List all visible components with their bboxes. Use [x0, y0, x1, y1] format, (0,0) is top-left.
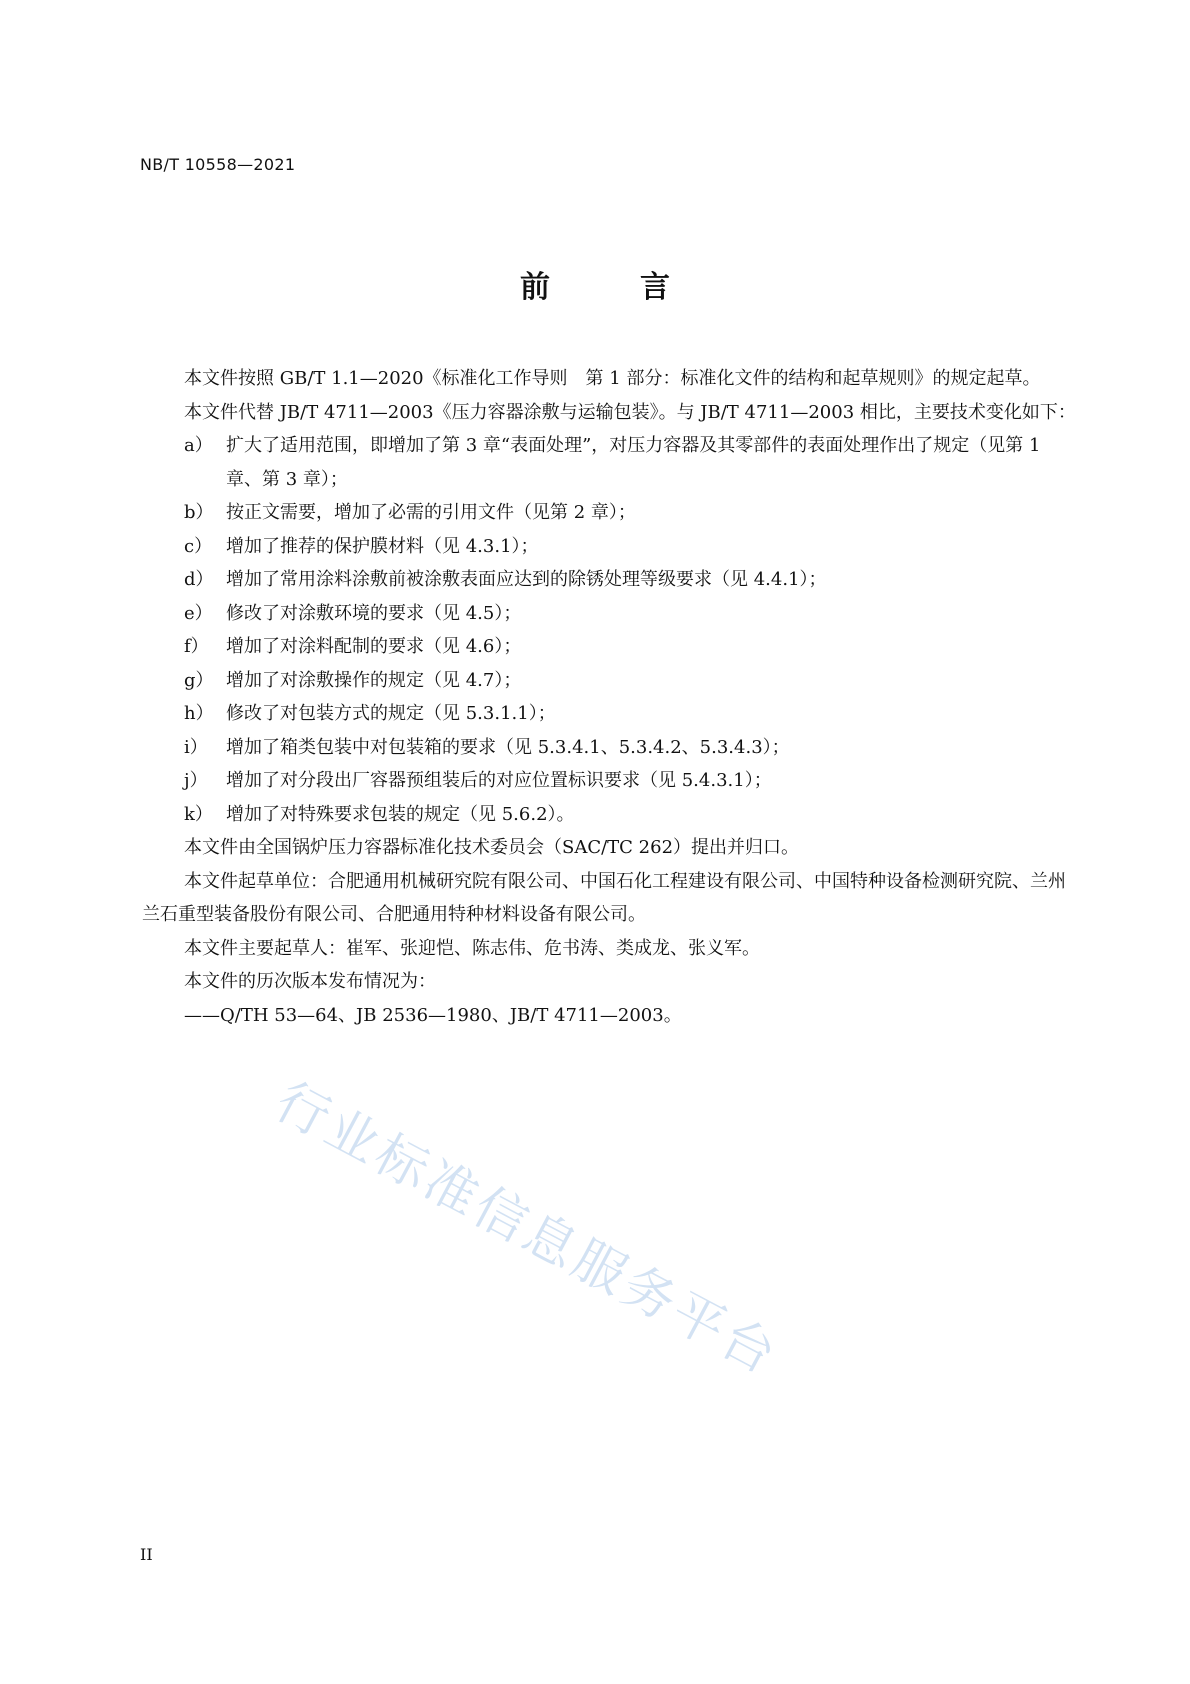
changes-list [142, 429, 1077, 831]
list-item [142, 530, 1077, 564]
list-item [142, 731, 1077, 765]
list-item [142, 597, 1077, 631]
list-item-label: h） [184, 703, 214, 724]
foreword-body [142, 362, 1077, 1032]
list-item [142, 798, 1077, 832]
page-number: II [140, 1545, 153, 1564]
list-item-label: f） [184, 636, 209, 657]
list-item-label: a） [184, 435, 213, 456]
list-item [142, 563, 1077, 597]
paragraph-replacement: 本文件代替 JB/T 4711—2003《压力容器涂敷与运输包装》。与 JB/T 4711—2003 相比，主要技术变化如下： [184, 401, 1076, 423]
title-char-2: 言 [640, 270, 670, 305]
list-item [142, 697, 1077, 731]
list-item-text: 增加了对特殊要求包装的规定（见 5.6.2）。 [226, 803, 575, 825]
page-title [0, 262, 1190, 306]
list-item-label: k） [184, 803, 213, 825]
list-item-text: 增加了对涂料配制的要求（见 4.6）； [226, 636, 522, 657]
list-item-text: 增加了对涂敷操作的规定（见 4.7）； [226, 669, 522, 691]
list-item-text: 增加了常用涂料涂敷前被涂敷表面应达到的除锈处理等级要求（见 4.4.1）； [226, 569, 827, 590]
paragraph-history-intro: 本文件的历次版本发布情况为： [184, 971, 436, 992]
list-item-label: b） [184, 502, 214, 523]
list-item-text: 增加了对分段出厂容器预组装后的对应位置标识要求（见 5.4.3.1）； [226, 770, 772, 791]
paragraph-drafters: 本文件主要起草人：崔军、张迎恺、陈志伟、危书涛、类成龙、张义军。 [184, 937, 760, 959]
list-item-label: d） [184, 569, 214, 590]
title-char-1: 前 [520, 270, 550, 305]
list-item-label: e） [184, 602, 213, 624]
list-item-label: c） [184, 535, 213, 557]
list-item-text: 修改了对包装方式的规定（见 5.3.1.1）； [226, 703, 556, 724]
list-item-text: 增加了箱类包装中对包装箱的要求（见 5.3.4.1、5.3.4.2、5.3.4.3）； [226, 736, 790, 758]
list-item-text: 修改了对涂敷环境的要求（见 4.5）； [226, 602, 522, 624]
list-item [142, 664, 1077, 698]
list-item-label: j） [184, 770, 208, 791]
standard-code: NB/T 10558—2021 [140, 155, 296, 174]
list-item-text: 扩大了适用范围，即增加了第 3 章“表面处理”，对压力容器及其零部件的表面处理作出了规定（见第 1 章、第 3 章）； [226, 435, 1041, 490]
list-item [142, 630, 1077, 664]
list-item-label: g） [184, 669, 214, 691]
list-item-label: i） [184, 736, 208, 758]
paragraph-drafting-rules: 本文件按照 GB/T 1.1—2020《标准化工作导则 第 1 部分：标准化文件的结构和起草规则》的规定起草。 [184, 368, 1041, 389]
list-item [142, 429, 1077, 496]
watermark: 行业标准信息服务平台 [265, 1071, 789, 1388]
paragraph-history-versions: ——Q/TH 53—64、JB 2536—1980、JB/T 4711—2003。 [184, 1004, 682, 1026]
paragraph-proposer: 本文件由全国锅炉压力容器标准化技术委员会（SAC/TC 262）提出并归口。 [184, 837, 800, 858]
list-item-text: 增加了推荐的保护膜材料（见 4.3.1）； [226, 535, 539, 557]
list-item-text: 按正文需要，增加了必需的引用文件（见第 2 章）； [226, 502, 636, 523]
paragraph-drafting-units: 本文件起草单位：合肥通用机械研究院有限公司、中国石化工程建设有限公司、中国特种设备检测研究院、兰州兰石重型装备股份有限公司、合肥通用特种材料设备有限公司。 [142, 870, 1066, 925]
list-item [142, 764, 1077, 798]
list-item [142, 496, 1077, 530]
